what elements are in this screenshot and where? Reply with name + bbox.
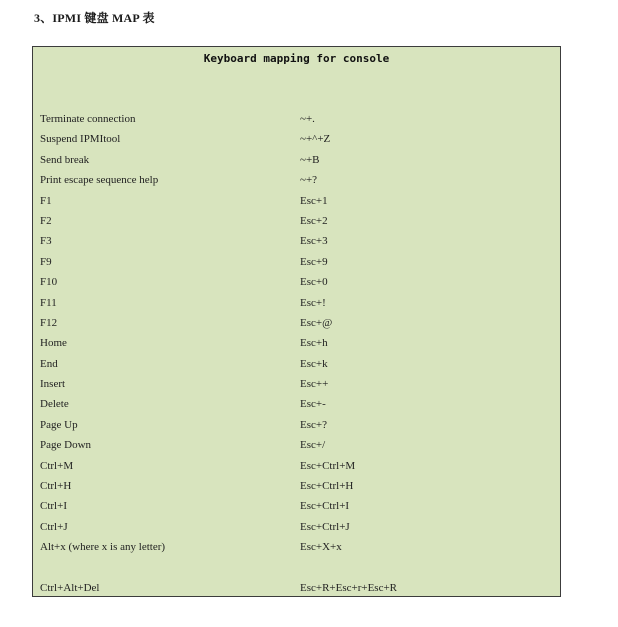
function-label: Alt+x (where x is any letter) [40, 541, 166, 554]
key-sequence: Esc+2 [300, 214, 328, 227]
spacer-row [33, 558, 560, 578]
mapping-title: Keyboard mapping for console [203, 52, 390, 65]
key-sequence: Esc+- [300, 398, 326, 411]
function-label: End [40, 357, 58, 370]
function-label: Ctrl+M [40, 459, 74, 472]
mapping-row [33, 109, 560, 129]
mapping-row [33, 537, 560, 557]
mapping-row [33, 313, 560, 333]
mapping-row [33, 374, 560, 394]
mapping-row [33, 170, 560, 190]
mapping-row [33, 435, 560, 455]
keyboard-mapping-box [32, 46, 561, 597]
mapping-rows [33, 109, 560, 598]
key-sequence: Esc+X+x [300, 541, 342, 554]
function-label: F2 [40, 214, 52, 227]
function-label: F3 [40, 235, 52, 248]
function-label: Delete [40, 398, 69, 411]
function-label: Send break [40, 153, 90, 166]
mapping-row [33, 252, 560, 272]
key-sequence: Esc+Ctrl+I [300, 500, 350, 513]
function-label: Home [40, 337, 67, 350]
function-label: Ctrl+I [40, 500, 67, 513]
key-sequence: Esc+Ctrl+J [300, 520, 350, 533]
key-sequence: ~+. [300, 113, 315, 125]
mapping-row [33, 293, 560, 313]
key-sequence: Esc+/ [300, 439, 326, 452]
function-label: Terminate connection [40, 113, 136, 125]
mapping-row [33, 517, 560, 537]
key-sequence: ~+B [300, 153, 320, 166]
key-sequence: Esc++ [300, 378, 329, 391]
function-label: F12 [40, 316, 58, 329]
key-sequence: Esc+1 [300, 194, 328, 207]
function-label: F1 [40, 194, 52, 207]
key-sequence: Esc+3 [300, 235, 328, 248]
function-label: Ctrl+H [40, 480, 72, 493]
key-sequence: Esc+9 [300, 255, 328, 268]
key-sequence: Esc+Ctrl+H [300, 480, 354, 493]
key-sequence: Esc+0 [300, 276, 328, 289]
function-label: Ctrl+Alt+Del [40, 581, 100, 594]
mapping-row [33, 394, 560, 414]
mapping-row [33, 354, 560, 374]
function-label: Print escape sequence help [40, 174, 159, 187]
function-label: F10 [40, 276, 58, 289]
mapping-row [33, 415, 560, 435]
mapping-row [33, 456, 560, 476]
mapping-row [33, 150, 560, 170]
mapping-row [33, 231, 560, 251]
section-heading: 3、IPMI 键盘 MAP 表 [34, 11, 155, 25]
mapping-row [33, 333, 560, 353]
mapping-row [33, 476, 560, 496]
key-sequence: Esc+h [300, 337, 328, 350]
function-label: Suspend IPMItool [40, 133, 121, 146]
function-label: Ctrl+J [40, 520, 68, 533]
mapping-row [33, 129, 560, 149]
function-label: Page Down [40, 439, 92, 452]
mapping-row [33, 578, 560, 598]
function-label: F11 [40, 296, 57, 309]
key-sequence: Esc+Ctrl+M [300, 459, 356, 472]
function-label: Insert [40, 378, 66, 391]
function-label: F9 [40, 255, 52, 268]
mapping-row [33, 191, 560, 211]
function-label: Page Up [40, 418, 78, 431]
key-sequence: ~+^+Z [300, 133, 331, 146]
mapping-row [33, 211, 560, 231]
key-sequence: ~+? [300, 174, 318, 187]
key-sequence: Esc+@ [300, 316, 333, 329]
key-sequence: Esc+? [300, 418, 327, 431]
mapping-row [33, 272, 560, 292]
mapping-row [33, 496, 560, 516]
key-sequence: Esc+R+Esc+r+Esc+R [300, 581, 398, 594]
key-sequence: Esc+! [300, 296, 326, 309]
key-sequence: Esc+k [300, 357, 328, 370]
